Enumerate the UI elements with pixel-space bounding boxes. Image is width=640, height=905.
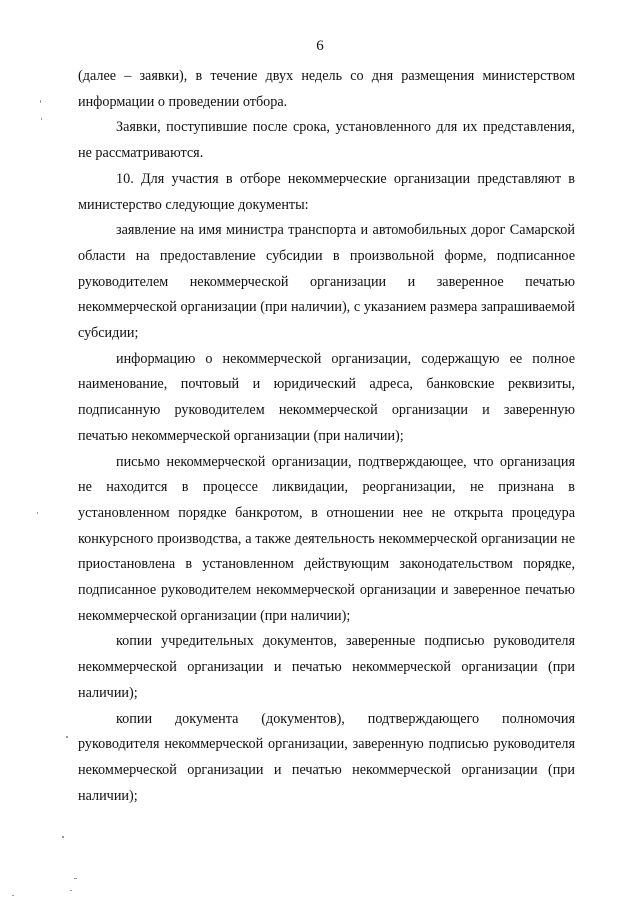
scan-artifact — [37, 512, 38, 514]
scan-artifact — [74, 878, 77, 879]
scan-artifact — [62, 836, 64, 838]
page-number: 6 — [316, 38, 324, 54]
paragraph-application-deadline-continuation: (далее – заявки), в течение двух недель со дня размещения министерством информации о проведении отбора. — [78, 68, 575, 110]
paragraph-confirmation-letter: письмо некоммерческой организации, подтверждающее, что организация не находится в процессе ликвидации, реорганизации, не признана в установленном порядке банкротом, в отношении нее не открыта процедура конкурсного производства, а также деятельность некоммерческой организации не приостановлена в установленном действующим законодательством порядке, подписанное руководителем некоммерческой организации и заверенное печатью некоммерческой организации (при наличии); — [78, 453, 575, 624]
paragraph-item-10-documents: 10. Для участия в отборе некоммерческие организации представляют в министерство следующие документы: — [78, 170, 575, 213]
paragraph-founding-documents-copies: копии учредительных документов, заверенные подписью руководителя некоммерческой организации и печатью некоммерческой организации (при наличии); — [78, 633, 575, 701]
scan-artifact — [70, 890, 72, 891]
paragraph-late-applications: Заявки, поступившие после срока, установленного для их представления, не рассматриваются. — [78, 119, 575, 162]
paragraph-authority-documents-copies: копии документа (документов), подтверждающего полномочия руководителя некоммерческой организации, заверенную подписью руководителя некоммерческой организации и печатью некоммерческой организации (при наличии); — [78, 710, 575, 804]
document-body — [78, 64, 575, 809]
scan-artifact — [41, 118, 42, 120]
scan-artifact — [12, 895, 14, 896]
paragraph-organization-information: информацию о некоммерческой организации, содержащую ее полное наименование, почтовый и юридический адреса, банковские реквизиты, подписанную руководителем некоммерческой организации и заверенную печатью некоммерческой организации (при наличии); — [78, 350, 575, 444]
scan-artifact — [66, 736, 68, 738]
scan-artifact — [40, 100, 41, 103]
paragraph-application-statement: заявление на имя министра транспорта и автомобильных дорог Самарской области на предоставление субсидии в произвольной форме, подписанное руководителем некоммерческой организации и заверенное печатью некоммерческой организации (при наличии), с указанием размера запрашиваемой субсидии; — [78, 222, 575, 342]
